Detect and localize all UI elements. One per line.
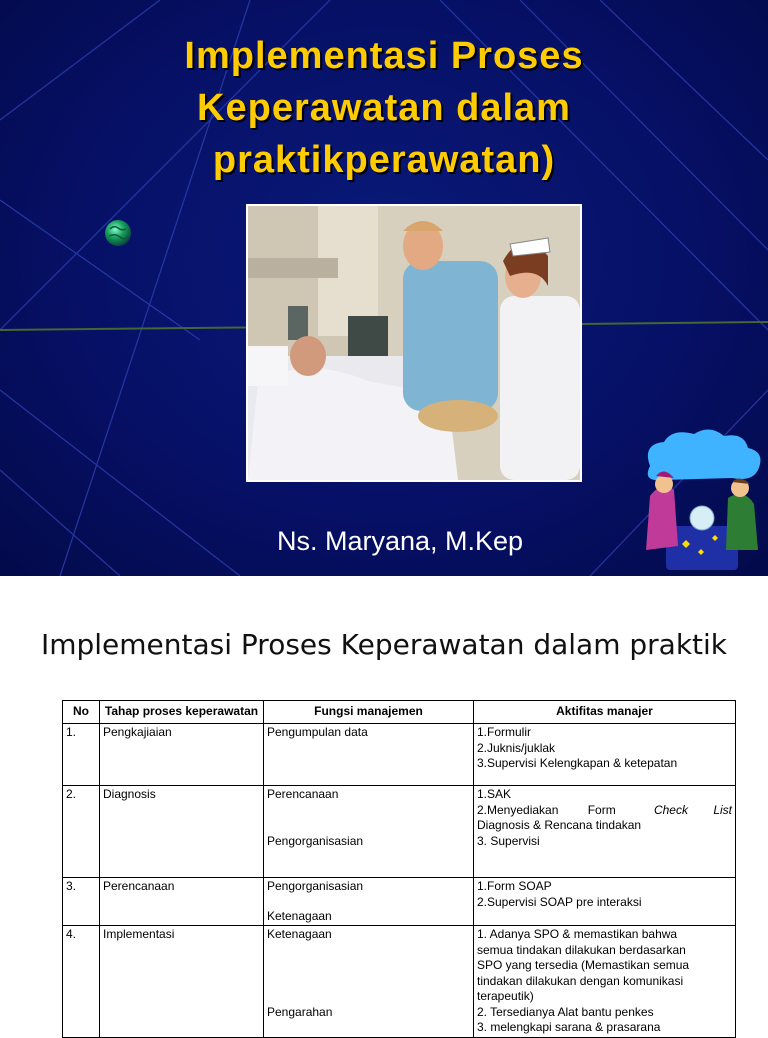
fungsi-item: Perencanaan xyxy=(267,787,339,801)
cell-fungsi xyxy=(264,878,474,926)
cell-no: 4. xyxy=(63,926,100,1038)
aktifitas-item: 2.Supervisi SOAP pre interaksi xyxy=(477,894,642,909)
aktifitas-text: 2.Menyediakan Form xyxy=(477,802,616,817)
aktifitas-item: semua tindakan dilakukan berdasarkan xyxy=(477,942,686,957)
table-row xyxy=(63,786,736,878)
globe-icon xyxy=(104,219,132,247)
aktifitas-item: 1. Adanya SPO & memastikan bahwa xyxy=(477,927,678,941)
cell-tahap: Pengkajiaian xyxy=(100,724,264,786)
cell-aktifitas xyxy=(474,926,736,1038)
cell-aktifitas xyxy=(474,724,736,786)
aktifitas-item: 2.Juknis/juklak xyxy=(477,740,556,755)
aktifitas-item: 2. Tersedianya Alat bantu penkes xyxy=(477,1004,654,1019)
table-header-row xyxy=(63,701,736,724)
aktifitas-item: 1.SAK xyxy=(477,787,512,801)
table-row xyxy=(63,878,736,926)
fungsi-item: Ketenagaan xyxy=(267,927,332,941)
slide-title-line-1: Implementasi Proses xyxy=(184,35,584,77)
fungsi-item: Ketenagaan xyxy=(267,908,332,923)
fungsi-item: Pengorganisasian xyxy=(267,833,364,848)
spacer xyxy=(267,803,470,834)
aktifitas-italic-text: Check List xyxy=(653,802,732,817)
aktifitas-item: 3.Supervisi Kelengkapan & ketepatan xyxy=(477,756,678,770)
table-row xyxy=(63,926,736,1038)
aktifitas-item: 3. Supervisi xyxy=(477,833,540,848)
slide-title xyxy=(0,30,768,186)
fungsi-item: Pengorganisasian xyxy=(267,879,364,893)
cell-fungsi xyxy=(264,786,474,878)
table-slide-title: Implementasi Proses Keperawatan dalam praktik xyxy=(40,628,728,661)
cell-no: 2. xyxy=(63,786,100,878)
slide-title-line-2: Keperawatan dalam xyxy=(197,87,571,129)
table-row xyxy=(63,724,736,786)
spacer xyxy=(267,895,470,909)
header-no: No xyxy=(63,701,100,724)
header-fungsi: Fungsi manajemen xyxy=(264,701,474,724)
cell-tahap: Diagnosis xyxy=(100,786,264,878)
cell-no: 1. xyxy=(63,724,100,786)
cell-fungsi xyxy=(264,926,474,1038)
fortune-teller-clipart xyxy=(632,426,768,574)
aktifitas-item: 3. melengkapi sarana & prasarana xyxy=(477,1020,661,1034)
cell-aktifitas xyxy=(474,878,736,926)
cell-tahap: Perencanaan xyxy=(100,878,264,926)
author-name: Ns. Maryana, M.Kep xyxy=(276,526,524,556)
cell-no: 3. xyxy=(63,878,100,926)
slide-title-line-3: praktikperawatan) xyxy=(212,139,556,181)
aktifitas-item: terapeutik) xyxy=(477,989,534,1003)
fungsi-item: Pengumpulan data xyxy=(267,725,368,739)
aktifitas-item: Diagnosis & Rencana tindakan xyxy=(477,818,642,832)
aktifitas-item: tindakan dilakukan dengan komunikasi xyxy=(477,973,684,988)
cell-aktifitas xyxy=(474,786,736,878)
aktifitas-item: 1.Formulir xyxy=(477,725,532,739)
fungsi-item: Pengarahan xyxy=(267,1004,333,1019)
header-aktifitas: Aktifitas manajer xyxy=(474,701,736,724)
spacer xyxy=(267,943,470,1005)
aktifitas-item xyxy=(477,803,732,819)
process-table xyxy=(62,700,736,1038)
cell-fungsi xyxy=(264,724,474,786)
aktifitas-item: 1.Form SOAP xyxy=(477,879,552,893)
nursing-photo xyxy=(246,204,582,482)
aktifitas-item: SPO yang tersedia (Memastikan semua xyxy=(477,958,690,972)
cell-tahap: Implementasi xyxy=(100,926,264,1038)
hospital-scene-image xyxy=(248,206,580,480)
header-tahap: Tahap proses keperawatan xyxy=(100,701,264,724)
